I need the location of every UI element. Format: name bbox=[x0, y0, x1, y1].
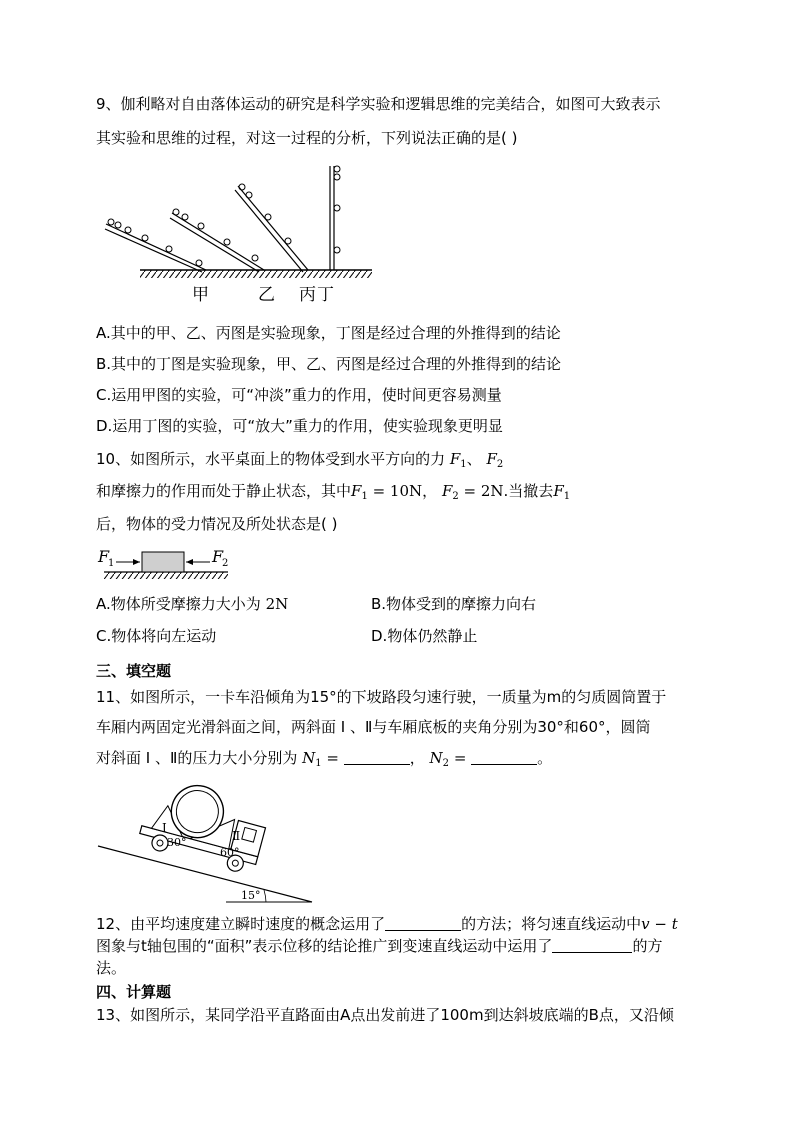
q13-stem-line1: 13、如图所示，某同学沿平直路面由A点出发前进了100m到达斜坡底端的B点，又沿倾 bbox=[96, 1006, 674, 1024]
q9-option-d: D.运用丁图的实验，可“放大”重力的作用，使实验现象更明显 bbox=[96, 417, 503, 435]
q10-stem-line2: 和摩擦力的作用而处于静止状态，其中$F_1 = 10N$， $F_2 = 2N$.当撤去$F_1$ bbox=[96, 482, 571, 502]
block bbox=[142, 552, 184, 572]
q10-option-d: D.物体仍然静止 bbox=[371, 627, 478, 645]
label-II: Ⅱ bbox=[232, 829, 241, 843]
q9-option-c: C.运用甲图的实验，可“冲淡”重力的作用，使时间更容易测量 bbox=[96, 386, 502, 404]
angle-15-label: 15° bbox=[241, 889, 261, 902]
q12-blank-2[interactable] bbox=[552, 938, 632, 953]
q11-blank-n2[interactable] bbox=[471, 750, 537, 765]
label-yi: 乙 bbox=[258, 285, 275, 305]
q10-stem-line3: 后，物体的受力情况及所处状态是( ) bbox=[96, 515, 338, 533]
q9-stem-line1: 9、伽利略对自由落体运动的研究是科学实验和逻辑思维的完美结合，如图可大致表示 bbox=[96, 95, 661, 113]
label-I: Ⅰ bbox=[162, 821, 167, 835]
q10-option-a: A.物体所受摩擦力大小为 2N bbox=[96, 595, 289, 613]
section-fill-blank-title: 三、填空题 bbox=[96, 662, 172, 680]
force-f2: $F_2$ bbox=[486, 450, 504, 470]
q10-figure bbox=[96, 542, 236, 584]
ground-hatch bbox=[140, 270, 372, 278]
label-ding: 丁 bbox=[317, 285, 334, 305]
svg-text:2: 2 bbox=[222, 558, 229, 569]
q10-option-c: C.物体将向左运动 bbox=[96, 627, 217, 645]
q10-stem-line1: 10、如图所示，水平桌面上的物体受到水平方向的力 $F_1$、 $F_2$ bbox=[96, 450, 504, 470]
label-f2: F bbox=[212, 547, 224, 566]
force-f1: $F_1$ bbox=[449, 450, 467, 470]
q12-blank-1[interactable] bbox=[385, 916, 461, 931]
q12-stem-line2: 图象与t轴包围的“面积”表示位移的结论推广到变速直线运动中运用了 的方 bbox=[96, 937, 663, 955]
q11-stem-line2: 车厢内两固定光滑斜面之间，两斜面 Ⅰ 、Ⅱ与车厢底板的夹角分别为30°和60°，圆筒 bbox=[96, 718, 651, 736]
q9-stem-line2: 其实验和思维的过程，对这一过程的分析，下列说法正确的是( ) bbox=[96, 129, 518, 147]
q12-stem-line1: 12、由平均速度建立瞬时速度的概念运用了 的方法；将匀速直线运动中v − t bbox=[96, 915, 678, 933]
label-f1: F bbox=[98, 547, 110, 566]
q9-figure bbox=[96, 160, 376, 310]
slope-line bbox=[98, 846, 312, 902]
vertical-ding bbox=[330, 166, 340, 270]
angle-60-label: 60° bbox=[220, 846, 240, 859]
q11-stem-line3: 对斜面 Ⅰ 、Ⅱ的压力大小分别为 $N_1$ = ， $N_2$ = 。 bbox=[96, 749, 553, 769]
label-bing: 丙 bbox=[299, 285, 316, 305]
q9-option-b: B.其中的丁图是实验现象，甲、乙、丙图是经过合理的外推得到的结论 bbox=[96, 355, 562, 373]
svg-text:1: 1 bbox=[108, 558, 115, 569]
angle-30-label: 30° bbox=[167, 836, 187, 849]
q12-stem-line3: 法。 bbox=[96, 959, 127, 977]
incline-jia bbox=[105, 219, 206, 272]
incline-yi bbox=[170, 209, 264, 272]
q10-option-b: B.物体受到的摩擦力向右 bbox=[371, 595, 537, 613]
q11-blank-n1[interactable] bbox=[344, 750, 410, 765]
label-jia: 甲 bbox=[192, 285, 209, 305]
q11-figure bbox=[96, 778, 316, 906]
q11-stem-line1: 11、如图所示，一卡车沿倾角为15°的下坡路段匀速行驶，一质量为m的匀质圆筒置于 bbox=[96, 688, 667, 706]
section-calc-title: 四、计算题 bbox=[96, 983, 172, 1001]
q9-option-a: A.其中的甲、乙、丙图是实验现象，丁图是经过合理的外推得到的结论 bbox=[96, 324, 561, 342]
